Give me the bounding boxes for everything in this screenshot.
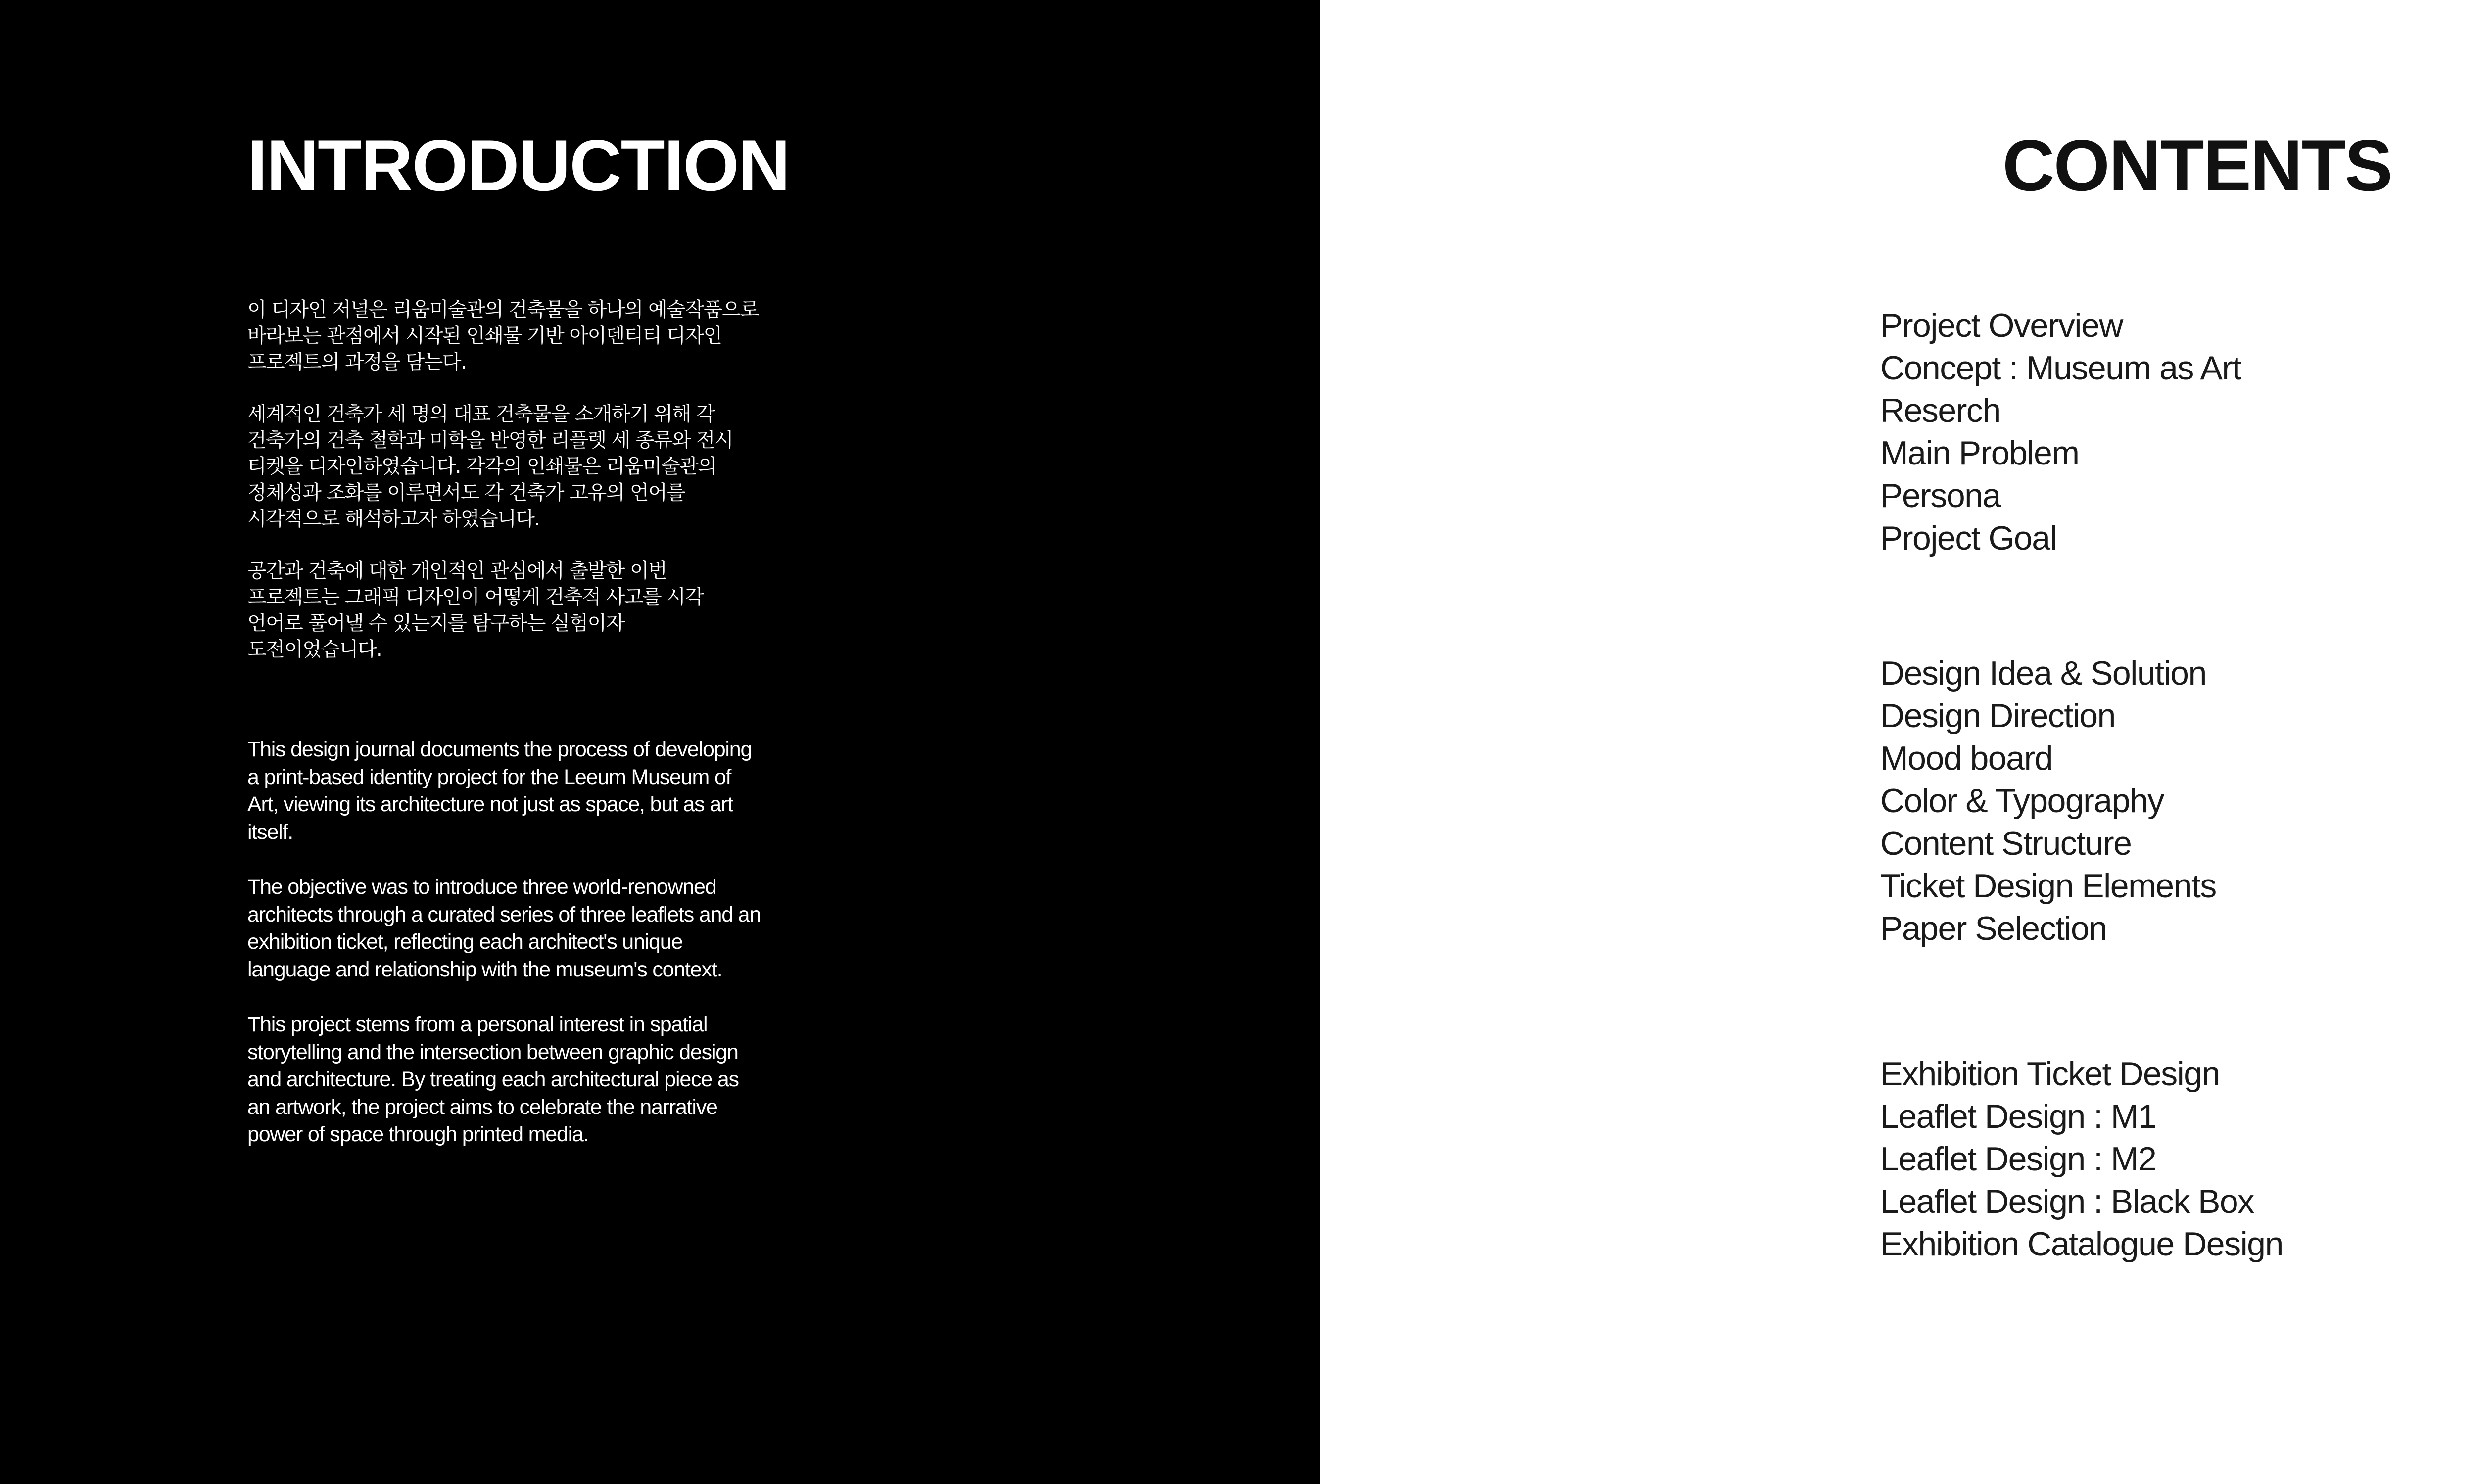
toc-item: Paper Selection <box>1880 910 2107 947</box>
toc-item: Project Overview <box>1880 307 2123 344</box>
english-paragraph: The objective was to introduce three world-renowned architects through a curated series of three leaflets and an exhibition ticket, reflecting each architect's unique language and relationship with the museum's context. <box>247 875 761 981</box>
introduction-title: INTRODUCTION <box>247 125 790 206</box>
toc-group-deliverables <box>1880 1053 2283 1265</box>
contents-title: CONTENTS <box>2002 125 2392 206</box>
toc-item: Reserch <box>1880 392 2000 429</box>
toc-item: Mood board <box>1880 740 2052 777</box>
toc-group-design <box>1880 652 2216 950</box>
korean-intro-text <box>247 297 762 689</box>
english-paragraph: This design journal documents the process of developing a print-based identity project for the Leeum Museum of Art, viewing its architecture not just as space, but as art itself. <box>247 738 752 844</box>
toc-item: Exhibition Catalogue Design <box>1880 1225 2283 1263</box>
toc-item: Ticket Design Elements <box>1880 867 2216 905</box>
toc-item: Project Goal <box>1880 519 2057 557</box>
english-paragraph: This project stems from a personal interest in spatial storytelling and the intersection between graphic design and architecture. By treating each architectural piece as an artwork, the project aims to celebrate the narrative power of space through printed media. <box>247 1013 739 1146</box>
korean-paragraph: 이 디자인 저널은 리움미술관의 건축물을 하나의 예술작품으로 바라보는 관점에서 시작된 인쇄물 기반 아이덴티티 디자인 프로젝트의 과정을 담는다. <box>247 298 759 373</box>
toc-item: Concept : Museum as Art <box>1880 349 2241 387</box>
korean-paragraph: 세계적인 건축가 세 명의 대표 건축물을 소개하기 위해 각 건축가의 건축 철학과 미학을 반영한 리플렛 세 종류와 전시 티켓을 디자인하였습니다. 각각의 인쇄물은 리움미술관의 정체성과 조화를 이루면서도 각 건축가 고유의 언어를 시각적으로 해석하고자 하였습니다. <box>247 403 733 530</box>
toc-item: Leaflet Design : M1 <box>1880 1098 2156 1135</box>
toc-item: Content Structure <box>1880 825 2132 862</box>
toc-item: Design Direction <box>1880 697 2115 735</box>
korean-paragraph: 공간과 건축에 대한 개인적인 관심에서 출발한 이번 프로젝트는 그래픽 디자인이 어떻게 건축적 사고를 시각 언어로 풀어낼 수 있는지를 탐구하는 실험이자 도전이었습니다. <box>247 559 704 661</box>
toc-item: Color & Typography <box>1880 782 2164 820</box>
toc-item: Exhibition Ticket Design <box>1880 1055 2220 1093</box>
toc-item: Leaflet Design : M2 <box>1880 1140 2156 1178</box>
english-intro-text <box>247 736 762 1176</box>
toc-group-overview <box>1880 304 2241 559</box>
toc-item: Leaflet Design : Black Box <box>1880 1183 2254 1220</box>
contents-panel <box>1320 0 2474 1484</box>
toc-item: Main Problem <box>1880 434 2079 472</box>
toc-item: Design Idea & Solution <box>1880 654 2206 692</box>
toc-item: Persona <box>1880 477 2000 514</box>
